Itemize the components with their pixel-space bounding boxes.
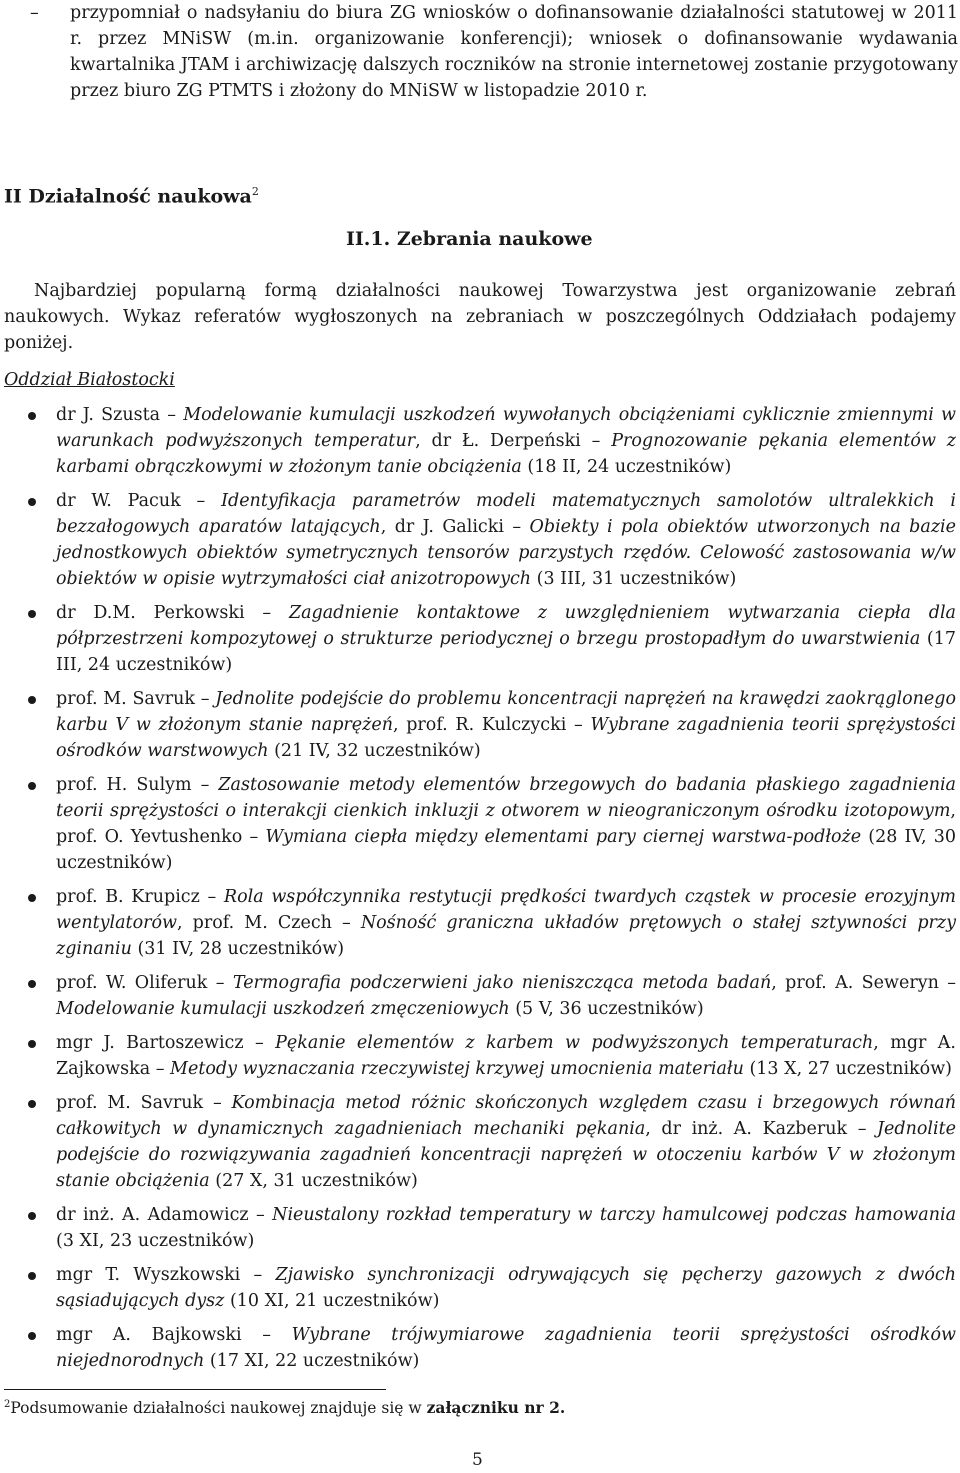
footnote-rule: [4, 1389, 386, 1390]
intro-text: przypomniał o nadsyłaniu do biura ZG wniosków o dofinansowanie działalności statutowej w 2011 r. przez MNiSW (m.in. organizowanie konferencji); wniosek o dofinansowanie wydawania kwartalnika JTAM i archiwizację dalszych roczników na stronie internetowej zostanie przygotowany przez biuro ZG PTMTS i złożony do MNiSW w listopadzie 2010 r.: [70, 3, 958, 101]
footnote-text: Podsumowanie działalności naukowej znajduje się w: [10, 1399, 427, 1417]
bullet-icon: [28, 980, 36, 988]
lecture-title: Metody wyznaczania rzeczywistej krzywej umocnienia materiału: [170, 1059, 744, 1079]
lecture-list: [0, 402, 960, 1382]
lecture-text: prof. M. Savruk –: [56, 1093, 232, 1113]
bullet-icon: [28, 1272, 36, 1280]
lecture-item: [0, 884, 956, 962]
section-title: II Działalność naukowa: [4, 185, 252, 208]
lecture-text: mgr J. Bartoszewicz –: [56, 1033, 276, 1053]
lecture-title: Nośność graniczna układów prętowych o stałej sztywności przy zginaniu: [56, 913, 956, 959]
lecture-text: (18 II, 24 uczestników): [521, 457, 732, 477]
lecture-item: [0, 686, 956, 764]
bullet-icon: [28, 894, 36, 902]
intro-list-item: [30, 0, 958, 104]
page-number: 5: [472, 1450, 483, 1470]
lecture-text: (3 XI, 23 uczestników): [56, 1231, 255, 1251]
footnote-bold: załączniku nr 2.: [426, 1398, 566, 1417]
bullet-icon: [28, 498, 36, 506]
lecture-item: [0, 600, 956, 678]
lecture-title: Modelowanie kumulacji uszkodzeń zmęczeniowych: [56, 999, 510, 1019]
lecture-text: , prof. M. Czech –: [177, 913, 361, 933]
lecture-text: prof. B. Krupicz –: [56, 887, 224, 907]
lecture-text: , mgr A. Zajkowska –: [56, 1033, 956, 1079]
lecture-text: dr inż. A. Adamowicz –: [56, 1205, 273, 1225]
lecture-item: [0, 402, 956, 480]
bullet-icon: [28, 1212, 36, 1220]
dash-marker: –: [30, 3, 39, 23]
lecture-text: mgr A. Bajkowski –: [56, 1325, 292, 1345]
lecture-text: (17 XI, 22 uczestników): [204, 1351, 420, 1371]
lecture-text: , prof. A. Seweryn –: [771, 973, 956, 993]
bullet-icon: [28, 696, 36, 704]
lecture-text: , prof. R. Kulczycki –: [392, 715, 591, 735]
lecture-text: mgr T. Wyszkowski –: [56, 1265, 276, 1285]
lecture-text: , dr Ł. Derpeński –: [415, 431, 612, 451]
lecture-item: [0, 772, 956, 876]
lecture-title: Prognozowanie pękania elementów z karbami obrączkowymi w złożonym tanie obciążenia: [56, 431, 957, 477]
lecture-title: Rola współczynnika restytucji prędkości twardych cząstek w procesie erozyjnym wentylatorów: [56, 887, 956, 933]
lecture-text: (27 X, 31 uczestników): [209, 1171, 418, 1191]
lecture-text: (28 IV, 30 uczestników): [56, 827, 956, 873]
footnote: [4, 1398, 565, 1417]
lecture-title: Pękanie elementów z karbem w podwyższonych temperaturach: [275, 1033, 874, 1053]
lecture-title: Zjawisko synchronizacji odrywających się pęcherzy gazowych z dwóch sąsiadujących dysz: [56, 1265, 956, 1311]
lecture-title: Wybrane trójwymiarowe zagadnienia teorii sprężystości ośrodków niejednorodnych: [56, 1325, 957, 1371]
lecture-title: Nieustalony rozkład temperatury w tarczy hamulcowej podczas hamowania: [272, 1205, 956, 1225]
lecture-item: [0, 970, 956, 1022]
lecture-title: Zastosowanie metody elementów brzegowych do badania płaskiego zagadnienia teorii sprężystości o interakcji cienkich inkluzji z otworem w nieograniczonym ośrodku izotopowym: [56, 775, 956, 821]
lecture-title: Zagadnienie kontaktowe z uwzględnieniem wytwarzania ciepła dla półprzestrzeni kompozytowej o strukturze periodycznej o brzegu prostopadłym do uwarstwienia: [56, 603, 956, 649]
lecture-text: (13 X, 27 uczestników): [743, 1059, 953, 1079]
lecture-item: [0, 488, 956, 592]
bullet-icon: [28, 610, 36, 618]
lecture-text: (10 XI, 21 uczestników): [224, 1291, 440, 1311]
lecture-title: Wybrane zagadnienia teorii sprężystości ośrodków warstwowych: [56, 715, 956, 761]
bullet-icon: [28, 1040, 36, 1048]
bullet-icon: [28, 412, 36, 420]
bullet-icon: [28, 1100, 36, 1108]
lecture-text: prof. H. Sulym –: [56, 775, 219, 795]
lecture-item: [0, 1202, 956, 1254]
lecture-text: (21 IV, 32 uczestników): [268, 741, 481, 761]
lecture-title: Obiekty i pola obiektów utworzonych na bazie jednostkowych obiektów symetrycznych tensorów parzystych rzędów. Celowość zastosowania w/w obiektów w opisie wytrzymałości ciał anizotropowych: [56, 517, 956, 589]
lecture-item: [0, 1322, 956, 1374]
lecture-item: [0, 1030, 956, 1082]
lecture-title: Kombinacja metod różnic skończonych względem czasu i brzegowych równań całkowitych w dynamicznych zagadnieniach mechaniki pękania: [56, 1093, 956, 1139]
lecture-text: (31 IV, 28 uczestników): [131, 939, 345, 959]
lecture-text: , dr inż. A. Kazberuk –: [645, 1119, 878, 1139]
lecture-title: Termografia podczerwieni jako nieniszcząca metoda badań: [232, 973, 772, 993]
branch-heading: Oddział Białostocki: [4, 370, 175, 390]
lecture-text: prof. W. Oliferuk –: [56, 973, 233, 993]
footnote-mark: 2: [251, 185, 259, 198]
footnote-number: 2: [4, 1398, 11, 1410]
lecture-text: dr W. Pacuk –: [56, 491, 222, 511]
subsection-heading: II.1. Zebrania naukowe: [346, 228, 593, 250]
bullet-icon: [28, 782, 36, 790]
lecture-title: Modelowanie kumulacji uszkodzeń wywołanych obciążeniami cyklicznie zmiennymi w warunkach podwyższonych temperatur: [56, 405, 956, 451]
lecture-title: Wymiana ciepła między elementami pary ciernej warstwa-podłoże: [265, 827, 862, 847]
lecture-text: , prof. O. Yevtushenko –: [56, 801, 956, 847]
lecture-text: (5 V, 36 uczestników): [509, 999, 704, 1019]
lecture-text: dr J. Szusta –: [56, 405, 184, 425]
bullet-icon: [28, 1332, 36, 1340]
lecture-text: (17 III, 24 uczestników): [56, 629, 956, 675]
lecture-text: , dr J. Galicki –: [380, 517, 530, 537]
lecture-title: Jednolite podejście do rozwiązywania zagadnień koncentracji naprężeń w otoczeniu karbów V w złożonym stanie obciążenia: [56, 1119, 956, 1191]
lecture-item: [0, 1262, 956, 1314]
lecture-text: dr D.M. Perkowski –: [56, 603, 289, 623]
lecture-item: [0, 1090, 956, 1194]
intro-paragraph: Najbardziej popularną formą działalności naukowej Towarzystwa jest organizowanie zebrań naukowych. Wykaz referatów wygłoszonych na zebraniach w poszczególnych Oddziałach podajemy poniżej.: [4, 281, 956, 353]
section-heading: [4, 185, 259, 207]
lecture-text: (3 III, 31 uczestników): [531, 569, 737, 589]
lecture-title: Jednolite podejście do problemu koncentracji naprężeń na krawędzi zaokrąglonego karbu V w złożonym stanie naprężeń: [56, 689, 956, 735]
lecture-title: Identyfikacja parametrów modeli matematycznych samolotów ultralekkich i bezzałogowych aparatów latających: [56, 491, 956, 537]
lecture-text: prof. M. Savruk –: [56, 689, 216, 709]
